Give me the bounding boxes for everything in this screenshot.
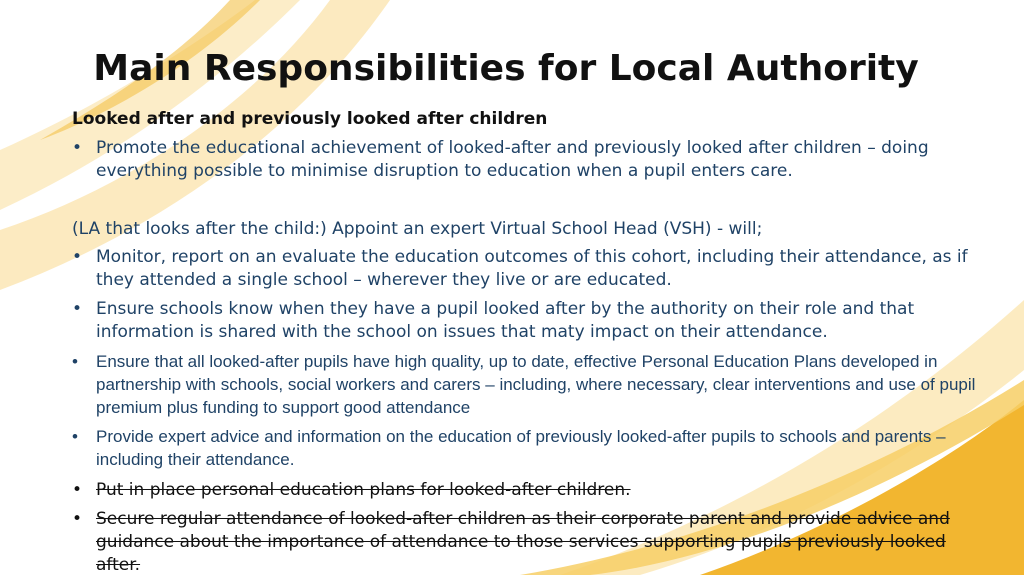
bullet-marker: • [72,299,83,319]
intro-bullet-text: Promote the educational achievement of looked-after and previously looked after children – doing everything possible to minimise disruption to education when a pupil enters care. [96,138,929,181]
struck-bullet-text: Put in place personal education plans for looked-after children. [96,480,631,500]
bullet-marker: • [72,247,83,267]
bullet-marker: • [72,352,78,371]
vsh-bullet-item [72,246,982,292]
vsh-bullet-item [72,298,982,344]
struck-bullet-item [72,479,982,502]
vsh-intro-line: (LA that looks after the child:) Appoint an expert Virtual School Head (VSH) - will; [72,219,763,239]
bullet-marker: • [72,427,78,446]
bullet-marker: • [72,138,83,158]
vsh-bullet-text: Provide expert advice and information on the education of previously looked-after pupils to schools and parents – including their attendance. [96,427,946,469]
intro-bullet-item [72,137,982,183]
bullet-marker: • [72,480,83,500]
bullet-marker: • [72,509,83,529]
vsh-bullet-text: Monitor, report on an evaluate the education outcomes of this cohort, including their attendance, as if they attended a single school – wherever they live or are educated. [96,247,968,290]
struck-bullet-text: Secure regular attendance of looked-after children as their corporate parent and provide advice and guidance about the importance of attendance to those services supporting pupils previously looked after. [96,509,950,575]
vsh-bullet-item [72,425,982,471]
slide-title: Main Responsibilities for Local Authority [93,48,919,89]
slide-content [72,107,982,577]
struck-bullet-item [72,508,982,577]
vsh-bullet-item [72,350,982,419]
section-heading: Looked after and previously looked after children [72,109,548,129]
vsh-bullet-text: Ensure that all looked-after pupils have high quality, up to date, effective Personal Education Plans developed in partnership with schools, social workers and carers – including, where necessary, clear interventions and use of pupil premium plus funding to support good attendance [96,352,976,417]
vsh-bullet-text: Ensure schools know when they have a pupil looked after by the authority on their role and that information is shared with the school on issues that maty impact on their attendance. [96,299,915,342]
